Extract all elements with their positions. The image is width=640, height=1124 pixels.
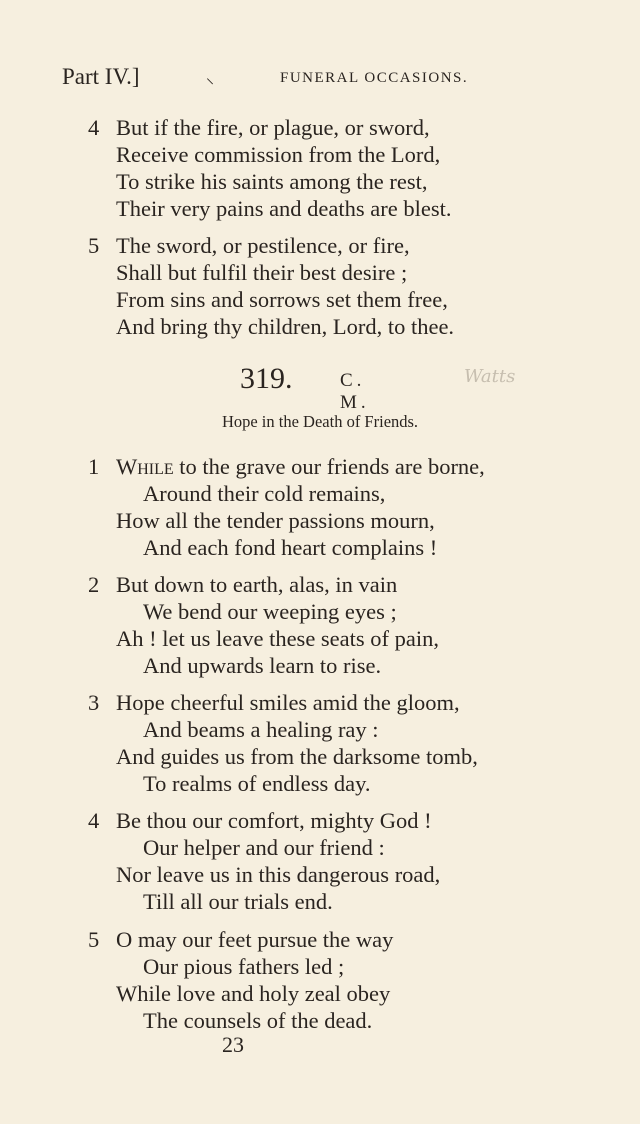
verse-line: Their very pains and deaths are blest. xyxy=(116,196,452,221)
verse-line: To realms of endless day. xyxy=(143,771,371,796)
verse-line: O may our feet pursue the way xyxy=(116,927,394,952)
stanza-number: 2 xyxy=(88,572,100,597)
hymn-title: Hope in the Death of Friends. xyxy=(221,412,419,431)
stanza-number: 1 xyxy=(88,454,100,479)
verse-line: To strike his saints among the rest, xyxy=(116,169,428,194)
running-header xyxy=(62,64,580,94)
pencil-annotation-text: Watts xyxy=(464,366,516,387)
verse-line: Be thou our comfort, mighty God ! xyxy=(116,808,432,833)
verse-line: And bring thy children, Lord, to thee. xyxy=(116,314,455,339)
part-label: Part IV.] xyxy=(62,64,140,89)
verse-line: Shall but fulfil their best desire ; xyxy=(116,260,408,285)
stanza-number: 4 xyxy=(88,115,100,140)
verse-line: While love and holy zeal obey xyxy=(116,981,391,1006)
opening-word: While xyxy=(116,454,174,479)
verse-line: How all the tender passions mourn, xyxy=(116,508,435,533)
verse-line: But down to earth, alas, in vain xyxy=(116,572,398,597)
verse-line: Receive commission from the Lord, xyxy=(116,142,441,167)
hymn-meter: C. M. xyxy=(340,370,370,413)
verse-line: And each fond heart complains ! xyxy=(143,535,438,560)
verse-line: Around their cold remains, xyxy=(143,481,386,506)
stanza-number: 4 xyxy=(88,808,100,833)
stanza-number: 3 xyxy=(88,690,100,715)
verse-line: And upwards learn to rise. xyxy=(143,653,382,678)
pencil-annotation xyxy=(462,364,552,388)
stanza-number: 5 xyxy=(88,233,100,258)
verse-line xyxy=(116,453,485,480)
verse-line: And guides us from the darksome tomb, xyxy=(116,744,478,769)
page-number: 23 xyxy=(222,1032,244,1057)
verse-line: Our helper and our friend : xyxy=(143,835,385,860)
section-title: FUNERAL OCCASIONS. xyxy=(280,70,469,86)
stanza-number: 5 xyxy=(88,927,100,952)
verse-line: Our pious fathers led ; xyxy=(143,954,345,979)
verse-line: Ah ! let us leave these seats of pain, xyxy=(116,626,440,651)
hymn-number: 319. xyxy=(240,362,293,395)
verse-line: The sword, or pestilence, or fire, xyxy=(116,233,410,258)
verse-line-rest: to the grave our friends are borne, xyxy=(173,454,485,479)
verse-line: Till all our trials end. xyxy=(143,889,333,914)
verse-line: The counsels of the dead. xyxy=(143,1008,373,1033)
verse-line: Hope cheerful smiles amid the gloom, xyxy=(116,690,460,715)
verse-line: But if the fire, or plague, or sword, xyxy=(116,115,430,140)
verse-line: Nor leave us in this dangerous road, xyxy=(116,862,441,887)
verse-line: From sins and sorrows set them free, xyxy=(116,287,448,312)
verse-line: And beams a healing ray : xyxy=(143,717,379,742)
header-separator: ⸜ xyxy=(206,70,215,87)
verse-line: We bend our weeping eyes ; xyxy=(143,599,397,624)
